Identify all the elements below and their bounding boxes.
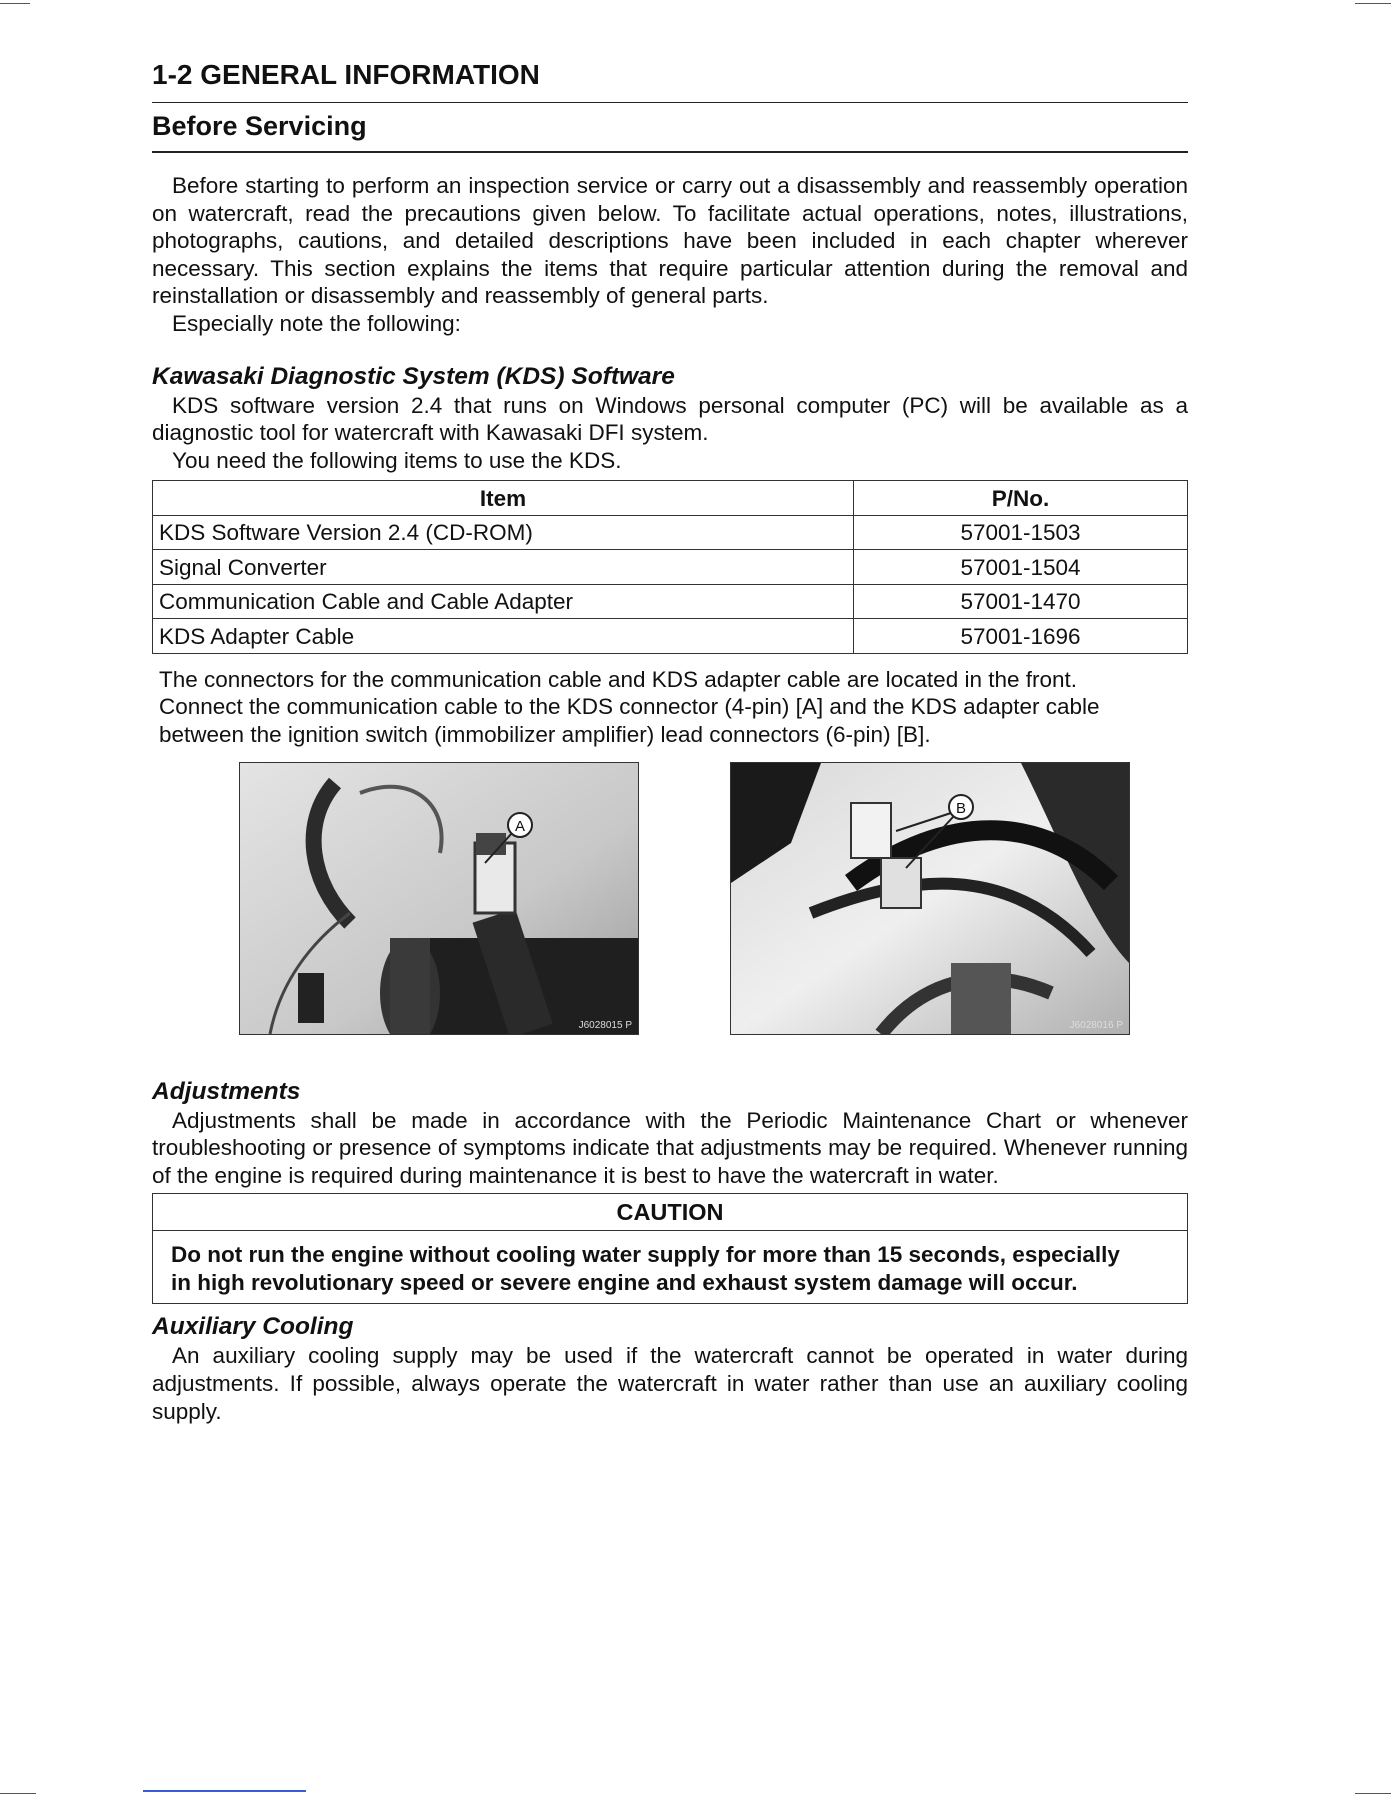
- cell-pno: 57001-1504: [854, 550, 1188, 585]
- callout-a-label: A: [514, 817, 526, 835]
- table-row: [153, 515, 1188, 550]
- caution-title: CAUTION: [153, 1194, 1187, 1231]
- cell-pno: 57001-1503: [854, 515, 1188, 550]
- photo-a-code: J6028015 P: [578, 1019, 632, 1031]
- section-title: Before Servicing: [152, 103, 1188, 153]
- auxiliary-cooling-heading: Auxiliary Cooling: [152, 1313, 354, 1341]
- caution-line-1: Do not run the engine without cooling water supply for more than 15 seconds, especially: [171, 1242, 1120, 1268]
- photo-b-code: J6028016 P: [1069, 1019, 1123, 1031]
- connector-description: [152, 666, 1188, 749]
- adjustments-heading: Adjustments: [152, 1077, 301, 1105]
- table-row: [153, 584, 1188, 619]
- intro-note: Especially note the following:: [172, 310, 461, 336]
- ignition-connector-photo: [730, 762, 1130, 1035]
- cell-pno: 57001-1696: [854, 619, 1188, 654]
- manual-page: [152, 58, 1188, 1425]
- adjustments-paragraph: Adjustments shall be made in accordance with the Periodic Maintenance Chart or whenever troubleshooting or presence of symptoms indicate that adjustments may be required. Whenever running of the engine is required during maintenance it is best to have the watercraft in water.: [152, 1107, 1188, 1188]
- kds-connector-photo: [239, 762, 639, 1035]
- crop-mark-bottom-left: [0, 1793, 36, 1794]
- kds-heading: Kawasaki Diagnostic System (KDS) Software: [152, 362, 675, 390]
- caution-box: [152, 1193, 1188, 1304]
- table-row: [153, 619, 1188, 654]
- chapter-title: 1-2 GENERAL INFORMATION: [152, 58, 1188, 103]
- kds-parts-table: [152, 480, 1188, 654]
- ignition-connector-photo-image: [731, 763, 1129, 1034]
- footer-link-underline: [143, 1790, 306, 1792]
- kds-connector-photo-image: [240, 763, 638, 1034]
- intro-paragraph: Before starting to perform an inspection service or carry out a disassembly and reassembly operation on watercraft, read the precautions given below. To facilitate actual operations, notes, illustrations, photographs, cautions, and detailed descriptions have been included in each chapter wherever necessary. This section explains the items that require particular attention during the removal and reinstallation or disassembly and reassembly of general parts.: [152, 173, 1188, 309]
- cell-item: KDS Software Version 2.4 (CD-ROM): [153, 515, 854, 550]
- auxiliary-cooling-paragraph: An auxiliary cooling supply may be used if the watercraft cannot be operated in water during adjustments. If possible, always operate the watercraft in water rather than use an auxiliary cooling supply.: [152, 1343, 1188, 1424]
- kds-need-items: You need the following items to use the KDS.: [172, 447, 622, 473]
- crop-mark-top-right: [1355, 3, 1391, 4]
- callout-b-label: B: [955, 799, 967, 817]
- column-header-item: Item: [153, 481, 854, 516]
- cell-item: KDS Adapter Cable: [153, 619, 854, 654]
- caution-body: [153, 1231, 1187, 1303]
- table-header-row: [153, 481, 1188, 516]
- cell-pno: 57001-1470: [854, 584, 1188, 619]
- connector-photos: [152, 762, 1188, 1037]
- cell-item: Communication Cable and Cable Adapter: [153, 584, 854, 619]
- connector-line-3: between the ignition switch (immobilizer amplifier) lead connectors (6-pin) [B].: [159, 722, 931, 748]
- crop-mark-bottom-right: [1355, 1793, 1391, 1794]
- kds-paragraph: KDS software version 2.4 that runs on Windows personal computer (PC) will be available as a diagnostic tool for watercraft with Kawasaki DFI system.: [152, 392, 1188, 446]
- caution-line-2: in high revolutionary speed or severe engine and exhaust system damage will occur.: [171, 1270, 1078, 1296]
- connector-line-1: The connectors for the communication cable and KDS adapter cable are located in the front.: [159, 666, 1078, 692]
- column-header-pno: P/No.: [854, 481, 1188, 516]
- connector-line-2: Connect the communication cable to the KDS connector (4-pin) [A] and the KDS adapter cable: [159, 694, 1100, 720]
- table-row: [153, 550, 1188, 585]
- crop-mark-top-left: [0, 3, 30, 4]
- cell-item: Signal Converter: [153, 550, 854, 585]
